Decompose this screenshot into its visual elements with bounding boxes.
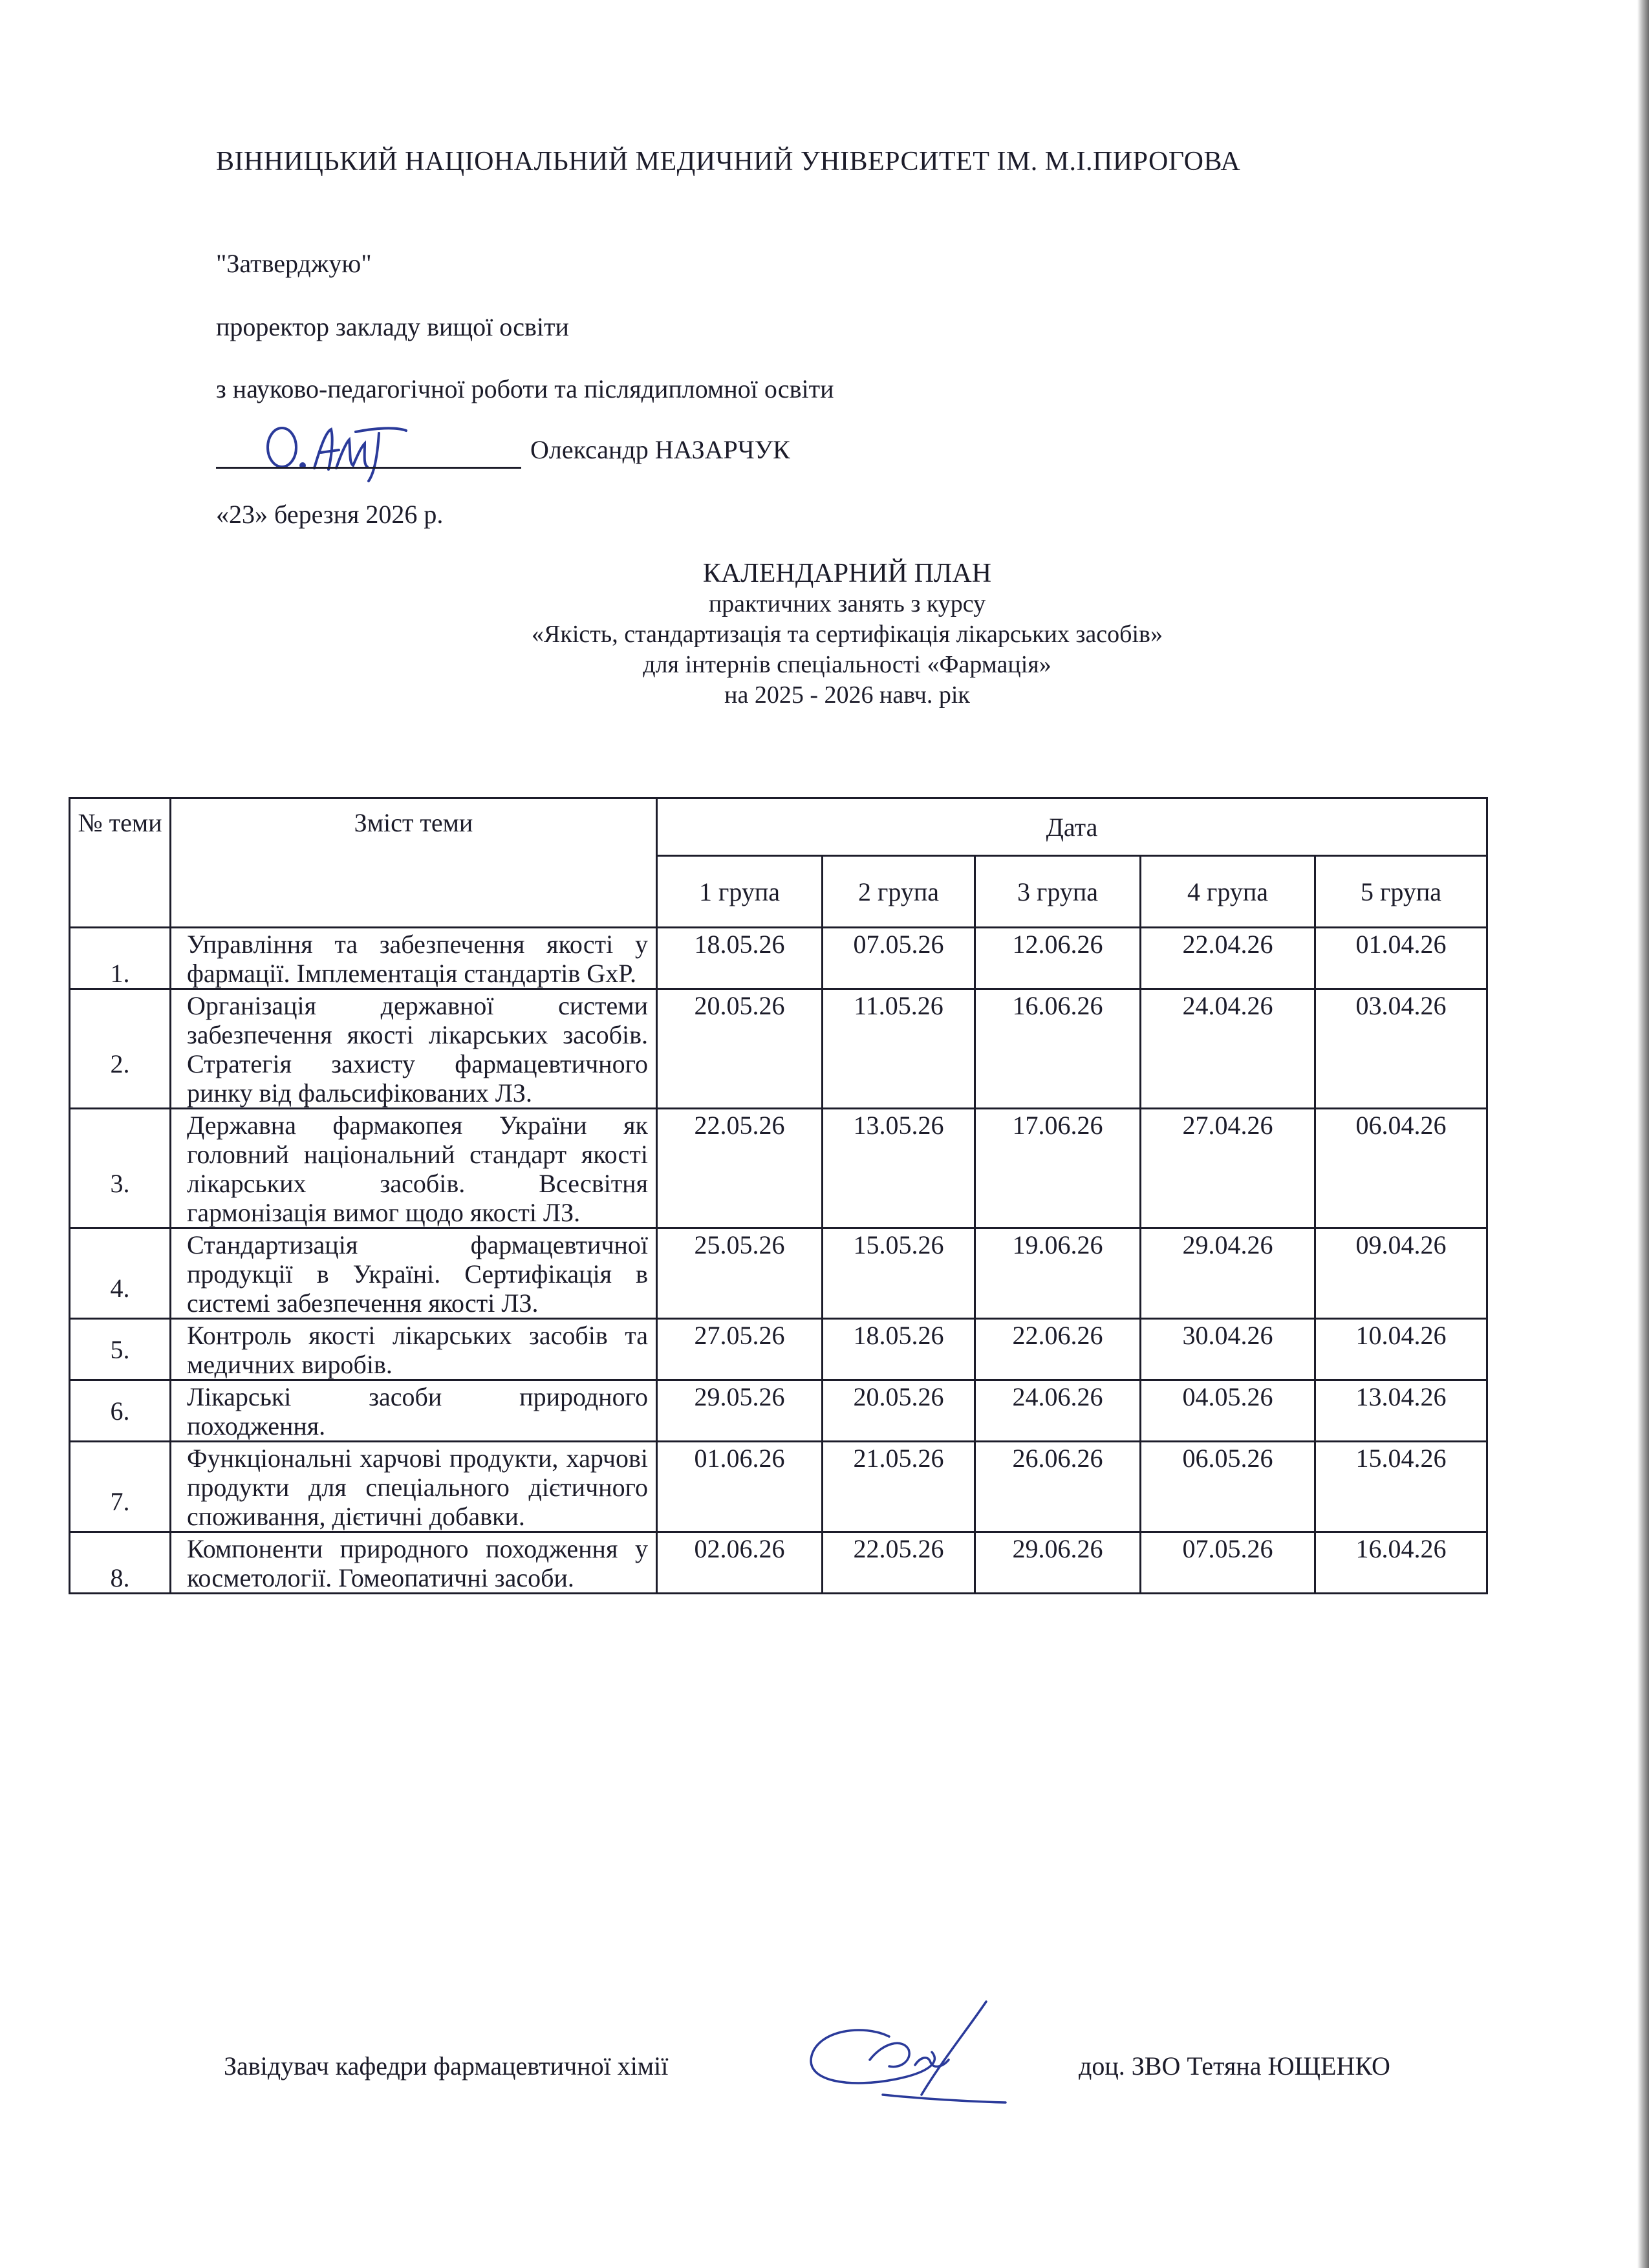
date-cell: 11.05.26 — [823, 989, 975, 1109]
date-cell: 12.06.26 — [975, 928, 1141, 989]
date-cell: 01.04.26 — [1315, 928, 1487, 989]
date-cell: 16.06.26 — [975, 989, 1141, 1109]
date-cell: 24.06.26 — [975, 1380, 1141, 1442]
date-cell: 29.04.26 — [1141, 1228, 1315, 1319]
date-cell: 24.04.26 — [1141, 989, 1315, 1109]
date-cell: 17.06.26 — [975, 1109, 1141, 1228]
plan-subtitle-2: для інтернів спеціальності «Фармація» — [643, 651, 1051, 678]
date-cell: 27.05.26 — [657, 1319, 823, 1380]
column-header-group: 5 група — [1315, 856, 1487, 928]
date-cell: 22.06.26 — [975, 1319, 1141, 1380]
date-cell: 29.05.26 — [657, 1380, 823, 1442]
date-cell: 03.04.26 — [1315, 989, 1487, 1109]
date-cell: 20.05.26 — [823, 1380, 975, 1442]
date-cell: 20.05.26 — [657, 989, 823, 1109]
date-cell: 01.06.26 — [657, 1442, 823, 1532]
date-cell: 09.04.26 — [1315, 1228, 1487, 1319]
column-header-date: Дата — [657, 798, 1487, 856]
table-row — [70, 1380, 1487, 1442]
course-name: «Якість, стандартизація та сертифікація лікарських засобів» — [532, 621, 1163, 648]
topic-number: 1. — [70, 928, 171, 989]
prorector-name: Олександр НАЗАРЧУК — [530, 435, 790, 464]
prorector-signature-icon — [259, 414, 414, 485]
topic-content: Функціональні харчові продукти, харчові продукти для спеціального дієтичного споживання, дієтичні добавки. — [171, 1442, 657, 1532]
topic-number: 3. — [70, 1109, 171, 1228]
signature-line — [216, 467, 521, 469]
topic-content: Лікарські засоби природного походження. — [171, 1380, 657, 1442]
head-of-department-title: Завідувач кафедри фармацевтичної хімії — [224, 2051, 669, 2081]
plan-subtitle-1: практичних занять з курсу — [708, 590, 986, 617]
date-cell: 04.05.26 — [1141, 1380, 1315, 1442]
date-cell: 26.06.26 — [975, 1442, 1141, 1532]
topic-number: 8. — [70, 1532, 171, 1594]
topic-number: 6. — [70, 1380, 171, 1442]
date-cell: 15.05.26 — [823, 1228, 975, 1319]
schedule-table — [69, 797, 1488, 1594]
date-cell: 02.06.26 — [657, 1532, 823, 1594]
table-row — [70, 928, 1487, 989]
column-header-number: № теми — [70, 798, 171, 928]
approver-position-line1: проректор закладу вищої освіти — [216, 312, 569, 341]
date-cell: 30.04.26 — [1141, 1319, 1315, 1380]
date-cell: 07.05.26 — [823, 928, 975, 989]
head-of-department-name: доц. ЗВО Тетяна ЮЩЕНКО — [1079, 2051, 1390, 2081]
date-cell: 22.05.26 — [823, 1532, 975, 1594]
topic-content: Компоненти природного походження у косметології. Гомеопатичні засоби. — [171, 1532, 657, 1594]
scan-edge-shadow — [1637, 0, 1649, 2268]
date-cell: 10.04.26 — [1315, 1319, 1487, 1380]
plan-heading — [0, 559, 1649, 711]
approver-position-line2: з науково-педагогічної роботи та післядипломної освіти — [216, 374, 834, 403]
date-cell: 15.04.26 — [1315, 1442, 1487, 1532]
university-name: ВІННИЦЬКИЙ НАЦІОНАЛЬНИЙ МЕДИЧНИЙ УНІВЕРСИТЕТ ІМ. М.І.ПИРОГОВА — [216, 147, 1241, 177]
date-cell: 18.05.26 — [823, 1319, 975, 1380]
table-row — [70, 989, 1487, 1109]
column-header-group: 4 група — [1141, 856, 1315, 928]
date-cell: 21.05.26 — [823, 1442, 975, 1532]
date-cell: 22.04.26 — [1141, 928, 1315, 989]
date-cell: 27.04.26 — [1141, 1109, 1315, 1228]
column-header-group: 1 група — [657, 856, 823, 928]
column-header-topic: Зміст теми — [171, 798, 657, 928]
topic-content: Контроль якості лікарських засобів та медичних виробів. — [171, 1319, 657, 1380]
topic-content: Державна фармакопея України як головний національний стандарт якості лікарських засобів. Всесвітня гармонізація вимог щодо якості ЛЗ. — [171, 1109, 657, 1228]
column-header-group: 3 група — [975, 856, 1141, 928]
head-signature-icon — [792, 1998, 1038, 2108]
approval-date: «23» березня 2026 р. — [216, 500, 444, 529]
date-cell: 16.04.26 — [1315, 1532, 1487, 1594]
topic-number: 5. — [70, 1319, 171, 1380]
date-cell: 19.06.26 — [975, 1228, 1141, 1319]
table-row — [70, 1532, 1487, 1594]
academic-year: на 2025 - 2026 навч. рік — [724, 681, 970, 709]
date-cell: 25.05.26 — [657, 1228, 823, 1319]
topic-number: 7. — [70, 1442, 171, 1532]
topic-content: Стандартизація фармацевтичної продукції в Україні. Сертифікація в системі забезпечення якості ЛЗ. — [171, 1228, 657, 1319]
date-cell: 13.05.26 — [823, 1109, 975, 1228]
table-row — [70, 1109, 1487, 1228]
date-cell: 18.05.26 — [657, 928, 823, 989]
date-cell: 06.04.26 — [1315, 1109, 1487, 1228]
date-cell: 22.05.26 — [657, 1109, 823, 1228]
date-cell: 13.04.26 — [1315, 1380, 1487, 1442]
approve-label: "Затверджую" — [216, 249, 372, 278]
topic-content: Управління та забезпечення якості у фармації. Імплементація стандартів GxP. — [171, 928, 657, 989]
topic-number: 4. — [70, 1228, 171, 1319]
topic-number: 2. — [70, 989, 171, 1109]
column-header-group: 2 група — [823, 856, 975, 928]
date-cell: 06.05.26 — [1141, 1442, 1315, 1532]
plan-title: КАЛЕНДАРНИЙ ПЛАН — [702, 559, 992, 588]
table-row — [70, 1228, 1487, 1319]
table-row — [70, 1319, 1487, 1380]
topic-content: Організація державної системи забезпечення якості лікарських засобів. Стратегія захисту фармацевтичного ринку від фальсифікованих ЛЗ. — [171, 989, 657, 1109]
date-cell: 29.06.26 — [975, 1532, 1141, 1594]
date-cell: 07.05.26 — [1141, 1532, 1315, 1594]
table-row — [70, 1442, 1487, 1532]
